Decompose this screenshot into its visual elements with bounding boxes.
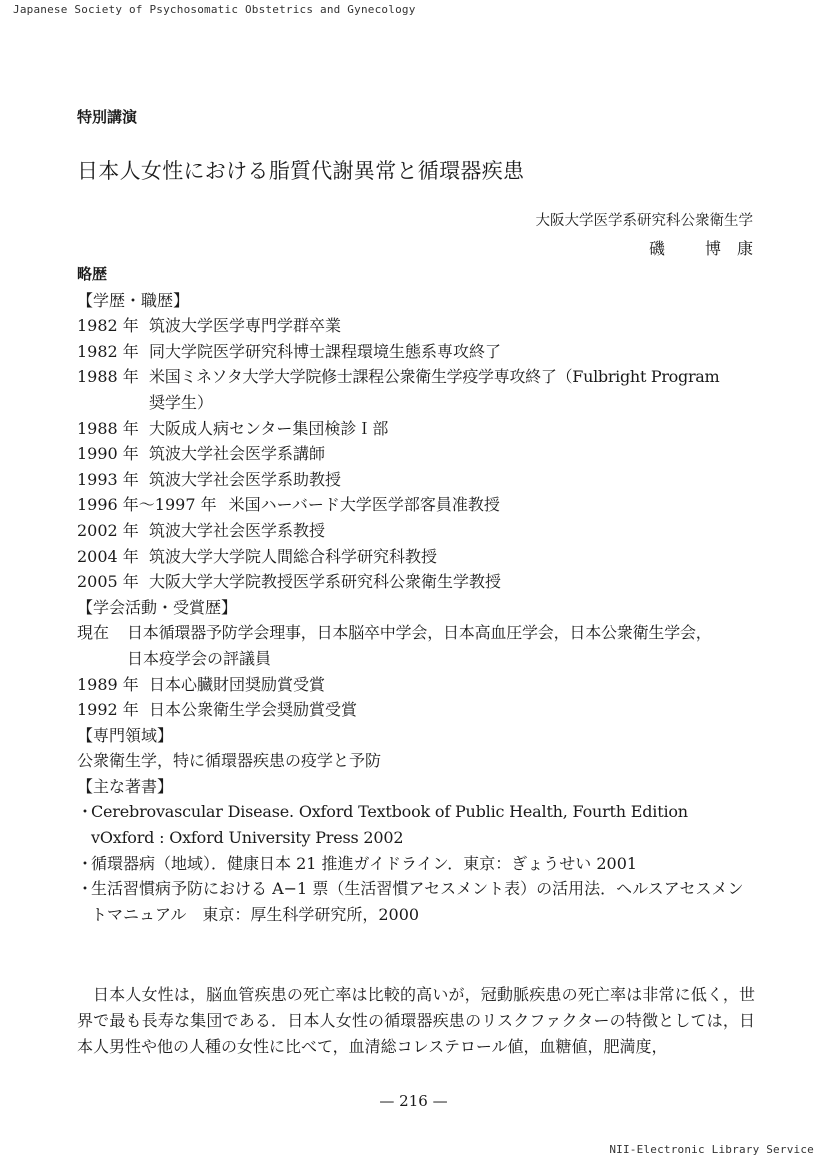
entry-text: 筑波大学大学院人間総合科学研究科教授 [149, 546, 438, 566]
works-heading: 【主な著書】 [77, 776, 174, 796]
entry-text: 大阪成人病センター集団検診Ｉ部 [149, 418, 389, 438]
entry-year: 1982 年 [77, 341, 139, 361]
work-text: Cerebrovascular Disease. Oxford Textbook of Public Health, Fourth Edition vOxford : Oxford University Press 2002 [91, 802, 688, 848]
page-number: — 216 — [379, 1092, 448, 1110]
education-entry [77, 364, 755, 390]
author-name [649, 236, 753, 259]
entry-text: 筑波大学社会医学系講師 [149, 444, 326, 464]
entry-text: 日本循環器予防学会理事，日本脳卒中学会，日本高血圧学会，日本公衆衛生学会， [127, 623, 712, 643]
work-item [77, 799, 755, 850]
entry-text: 筑波大学医学専門学群卒業 [149, 316, 342, 336]
section-label: 特別講演 [77, 108, 138, 126]
education-entry [77, 339, 755, 365]
field-text: 公衆衛生学，特に循環器疾患の疫学と予防 [77, 751, 382, 771]
body-paragraph: 日本人女性は，脳血管疾患の死亡率は比較的高いが，冠動脈疾患の死亡率は非常に低く，世界で最も長寿な集団である．日本人女性の循環器疾患のリスクファクターの特徴としては，日本人男性や他の人種の女性に比べて，血清総コレステロール値，血糖値，肥満度， [77, 985, 755, 1056]
work-item [77, 876, 755, 927]
entry-year: 1992 年 [77, 700, 139, 720]
education-entry [77, 416, 755, 442]
entry-continuation: 奨学生） [149, 392, 214, 412]
work-item [77, 851, 755, 877]
education-entry [77, 467, 755, 493]
entry-year: 1988 年 [77, 418, 139, 438]
entry-year: 1993 年 [77, 469, 139, 489]
entry-text: 同大学院医学研究科博士課程環境生態系専攻終了 [149, 341, 502, 361]
author-name-char: 康 [736, 239, 753, 258]
entry-text: 筑波大学社会医学系教授 [149, 520, 326, 540]
education-heading: 【学歴・職歴】 [77, 290, 190, 310]
bullet-mark: ・ [77, 802, 94, 822]
entry-year: 1989 年 [77, 674, 139, 694]
entry-year: 1982 年 [77, 316, 139, 336]
author-name-char: 磯 [648, 239, 665, 258]
journal-header: Japanese Society of Psychosomatic Obstetrics and Gynecology [13, 3, 416, 16]
entry-text: 米国ミネソタ大学大学院修士課程公衆衛生学疫学専攻終了（Fulbright Program [149, 367, 720, 387]
education-entry [77, 569, 755, 595]
field-heading: 【専門領域】 [77, 725, 174, 745]
education-entry [77, 441, 755, 467]
entry-continuation: 日本疫学会の評議員 [127, 648, 272, 668]
article-title: 日本人女性における脂質代謝異常と循環器疾患 [77, 159, 525, 183]
award-entry [77, 672, 755, 698]
entry-year: 2005 年 [77, 572, 139, 592]
entry-year: 1988 年 [77, 367, 139, 387]
entry-year: 1990 年 [77, 444, 139, 464]
author-affiliation: 大阪大学医学系研究科公衆衛生学 [535, 213, 753, 229]
bullet-mark: ・ [77, 879, 94, 899]
entry-year: 1996 年〜1997 年 [77, 495, 217, 515]
biography [77, 262, 755, 927]
education-entry [77, 492, 755, 518]
bullet-mark: ・ [77, 853, 94, 873]
entry-label: 現在 [77, 623, 110, 643]
work-text: 生活習慣病予防における A−1 票（生活習慣アセスメント表）の活用法．ヘルスアセスメントマニュアル 東京：厚生科学研究所，2000 [91, 879, 744, 924]
entry-text: 米国ハーバード大学医学部客員准教授 [228, 495, 500, 515]
activities-entry [77, 620, 755, 646]
education-entry [77, 518, 755, 544]
bio-heading: 略歴 [77, 265, 108, 283]
education-entry [77, 313, 755, 339]
work-text: 循環器病（地域）．健康日本 21 推進ガイドライン．東京：ぎょうせい 2001 [91, 853, 638, 873]
author-name-char: 博 [704, 239, 721, 258]
entry-year: 2002 年 [77, 520, 139, 540]
activities-heading: 【学会活動・受賞歴】 [77, 597, 238, 617]
entry-text: 日本心臓財団奨励賞受賞 [149, 674, 326, 694]
entry-year: 2004 年 [77, 546, 139, 566]
education-entry [77, 544, 755, 570]
entry-text: 大阪大学大学院教授医学系研究科公衆衛生学教授 [149, 572, 502, 592]
footer-credit: NII-Electronic Library Service [609, 1143, 814, 1156]
award-entry [77, 697, 755, 723]
entry-text: 筑波大学社会医学系助教授 [149, 469, 342, 489]
entry-text: 日本公衆衛生学会奨励賞受賞 [149, 700, 358, 720]
